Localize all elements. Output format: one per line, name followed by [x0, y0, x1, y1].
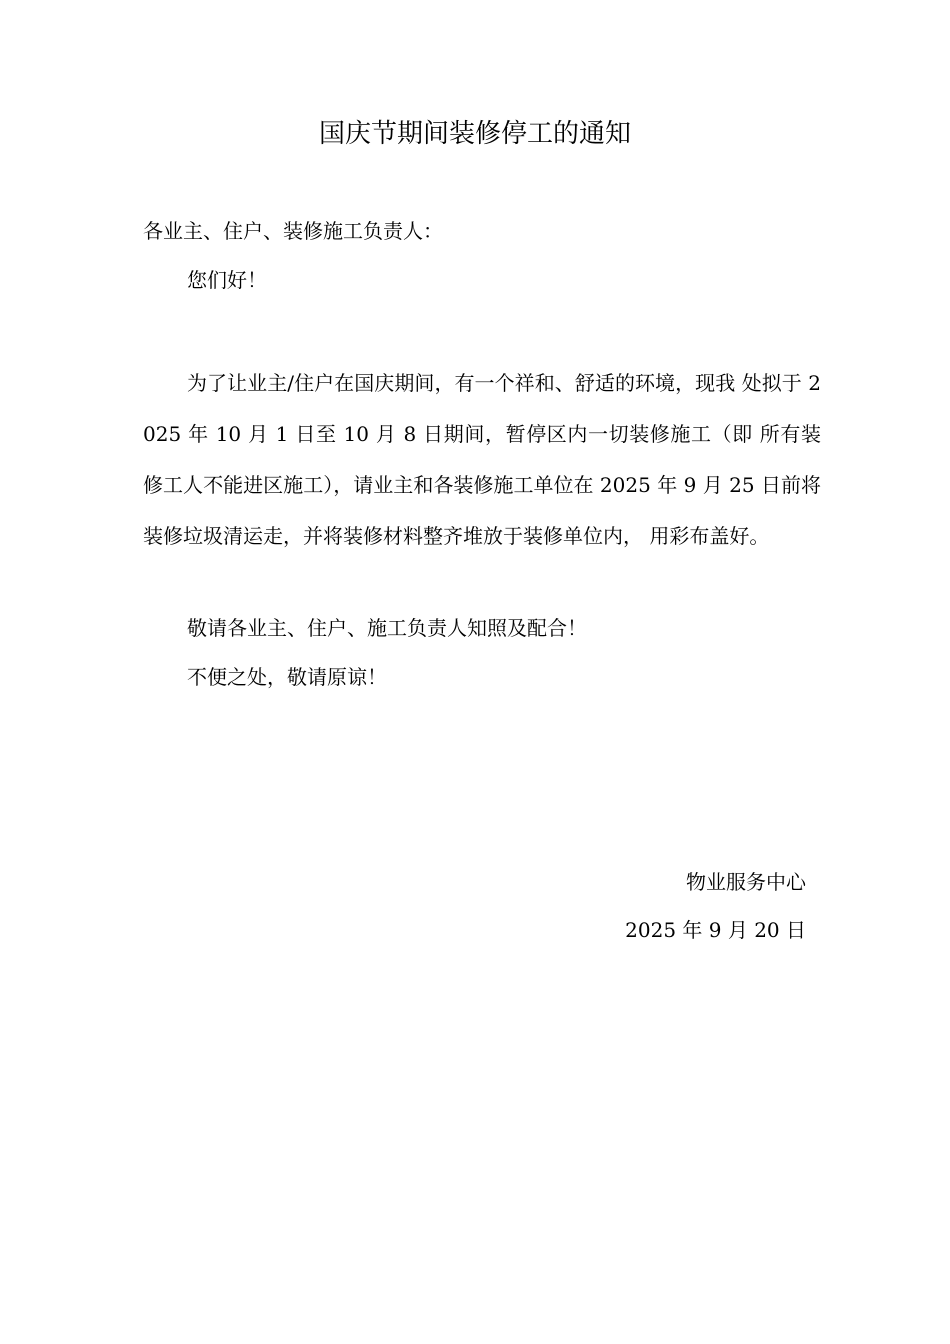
notice-body: 为了让业主/住户在国庆期间，有一个祥和、舒适的环境，现我 处拟于 2025 年 10 月 1 日至 10 月 8 日期间，暂停区内一切装修施工（即 所有装修工人不能进区施工），请业主和各装修施工单位在 2025 年 9 月 25 日前将装修垃圾清运走，并将装修材料整齐堆放于装修单位内， 用彩布盖好。 [143, 371, 821, 548]
notice-title: 国庆节期间装修停工的通知 [318, 119, 631, 149]
signer-name: 物业服务中心 [686, 870, 806, 894]
salutation: 各业主、住户、装修施工负责人： [143, 219, 443, 243]
closing-apology: 不便之处，敬请原谅！ [187, 665, 387, 689]
closing-request: 敬请各业主、住户、施工负责人知照及配合！ [187, 616, 587, 640]
signature-date: 2025 年 9 月 20 日 [625, 918, 806, 942]
greeting: 您们好！ [187, 268, 267, 292]
